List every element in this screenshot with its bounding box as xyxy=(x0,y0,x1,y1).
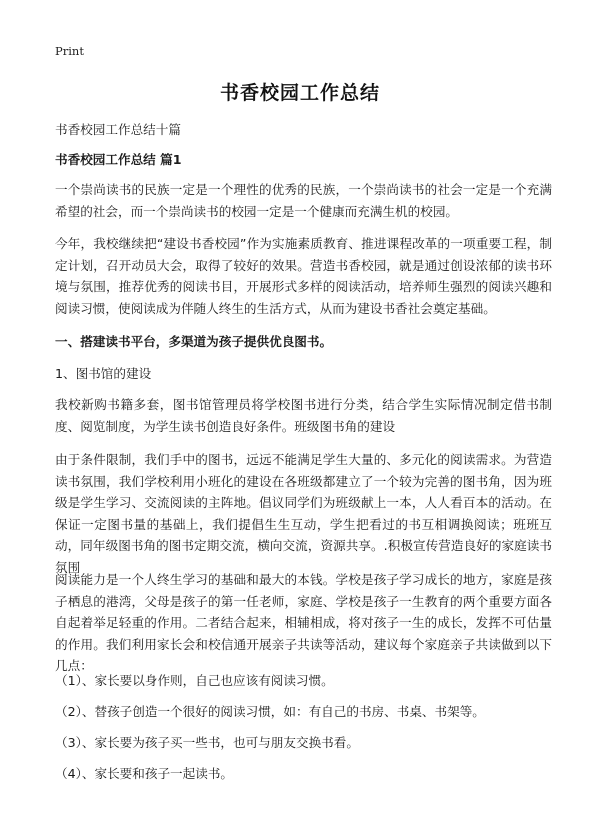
list-item: （1）、家长要以身作则，自己也应该有阅读习惯。 xyxy=(55,673,334,688)
paragraph-family-reading: 阅读能力是一个人终生学习的基础和最大的本钱。学校是孩子学习成长的地方，家庭是孩子栖息的港湾，父母是孩子的第一任老师，家庭、学校是孩子一生教育的两个重要方面各自起着举足轻重的作用。二者结合起来，相辅相成，将对孩子一生的成长，发挥不可估量的作用。我们利用家长会和校信通开展亲子共读等活动，建议每个家庭亲子共读做到以下几点： xyxy=(55,572,552,673)
paragraph-library: 我校新购书籍多套，图书馆管理员将学校图书进行分类，结合学生实际情况制定借书制度、阅览制度，为学生读书创造良好条件。班级图书角的建设 xyxy=(55,397,552,434)
subheading-library: 1、图书馆的建设 xyxy=(55,366,152,381)
list-item: （3）、家长要为孩子买一些书，也可与朋友交换书看。 xyxy=(55,735,359,750)
page-title: 书香校园工作总结 xyxy=(219,82,380,104)
list-item: （4）、家长要和孩子一起读书。 xyxy=(55,766,234,781)
list-item: （2）、替孩子创造一个很好的阅读习惯，如：有自己的书房、书桌、书架等。 xyxy=(55,704,485,719)
document-subtitle: 书香校园工作总结十篇 xyxy=(55,122,181,137)
section-heading: 书香校园工作总结 篇1 xyxy=(55,152,182,167)
print-label[interactable]: Print xyxy=(55,44,84,58)
paragraph-intro: 一个崇尚读书的民族一定是一个理性的优秀的民族，一个崇尚读书的社会一定是一个充满希望的社会，而一个崇尚读书的校园一定是一个健康而充满生机的校园。 xyxy=(55,182,552,219)
heading-platform: 一、搭建读书平台，多渠道为孩子提供优良图书。 xyxy=(55,334,333,349)
paragraph-overview: 今年，我校继续把“建设书香校园”作为实施素质教育、推进课程改革的一项重要工程，制定计划，召开动员大会，取得了较好的效果。营造书香校园，就是通过创设浓郁的读书环境与氛围，推荐优秀的阅读书目，开展形式多样的阅读活动，培养师生强烈的阅读兴趣和阅读习惯，使阅读成为伴随人终生的生活方式，从而为建设书香社会奠定基础。 xyxy=(55,236,552,316)
paragraph-book-corner: 由于条件限制，我们手中的图书，远远不能满足学生大量的、多元化的阅读需求。为营造读书氛围，我们学校利用小班化的建设在各班级都建立了一个较为完善的图书角，因为班级是学生学习、交流阅读的主阵地。倡议同学们为班级献上一本，人人看百本的活动。在保证一定图书量的基础上，我们提倡生生互动，学生把看过的书互相调换阅读；班班互动，同年级图书角的图书定期交流，横向交流，资源共享。.积极宣传营造良好的家庭读书氛围 xyxy=(55,452,552,575)
